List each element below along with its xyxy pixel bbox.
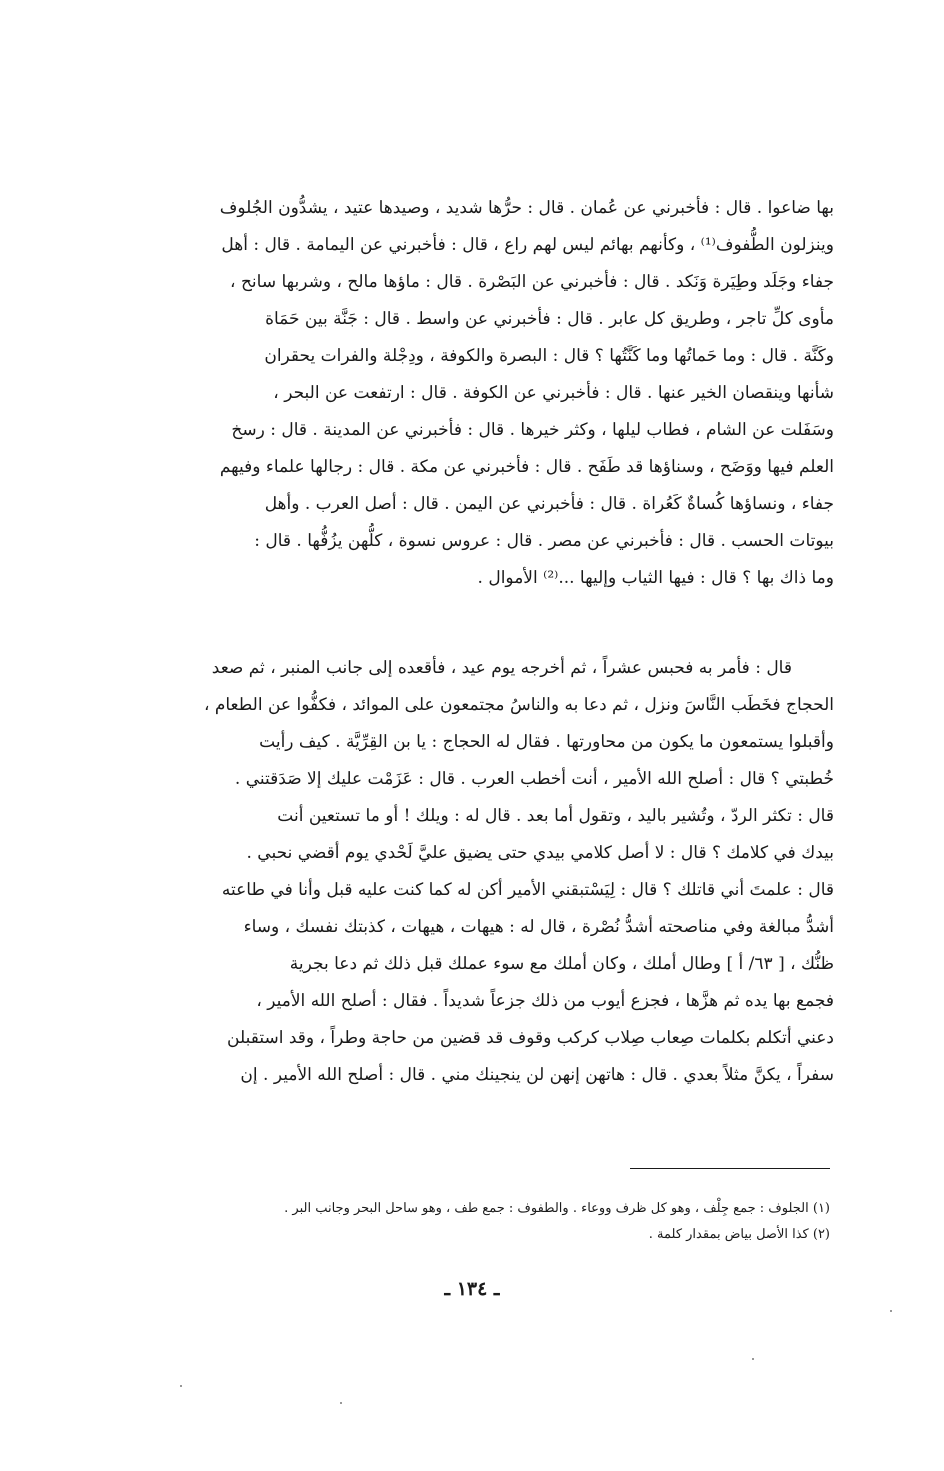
- text-line: قال : فأمر به فحبس عشراً ، ثم أخرجه يوم عيد ، فأقعده إلى جانب المنبر ، ثم صعد: [211, 658, 792, 678]
- footnote-divider: [630, 1168, 830, 1169]
- text-line: وينزلون الطُّفوف⁽¹⁾ ، وكأنهم بهائم ليس لهم راع ، قال : فأخبرني عن اليمامة . قال : أهل: [221, 235, 834, 255]
- text-line: وكَنَّة . قال : وما حَماتُها وما كَنَّتُها ؟ قال : البصرة والكوفة ، ودِجْلة والفرات يحقران: [264, 346, 834, 366]
- text-line: قال : تكثر الردّ ، وتُشير باليد ، وتقول أما بعد . قال له : ويلك ! أو ما تستعين أنت: [277, 806, 834, 826]
- text-line: وسَفَلت عن الشام ، فطاب ليلها ، وكثر خيرها . قال : فأخبرني عن المدينة . قال : رسخ: [231, 420, 834, 440]
- page-number: ـ ١٣٤ ـ: [444, 1278, 500, 1300]
- text-line: ظنُّك ، [ ٦٣/ أ ] وطال أملك ، وكان أملك مع سوء عملك قبل ذلك ثم دعا بجرية: [289, 954, 834, 974]
- text-line: أشدُّ مبالغة وفي مناصحته أشدُّ نُصْرة ، قال له : هيهات ، هيهات ، كذبتك نفسك ، وساء: [243, 917, 834, 937]
- text-line: قال : علمتَ أني قاتلك ؟ قال : لِيَسْتبقني الأمير أكن له كما كنت عليه قبل وأنا في طاعته: [221, 880, 834, 900]
- text-line: دعني أتكلم بكلمات صِعاب صِلاب كركب وقوف قد قضين من حاجة وطراً ، وقد استقبلن: [227, 1028, 834, 1048]
- scan-speck: [752, 1358, 754, 1360]
- text-line: الحجاج فخَطَب النَّاسَ ونزل ، ثم دعا به والناسُ مجتمعون على الموائد ، فكفُّوا عن الطعام ،: [203, 695, 834, 715]
- text-line: بها ضاعوا . قال : فأخبرني عن عُمان . قال : حرُّها شديد ، وصيدها عتيد ، يشدُّون الجُلوف: [219, 198, 834, 218]
- text-line: شأنها وينقصان الخير عنها . قال : فأخبرني عن الكوفة . قال : ارتفعت عن البحر ،: [273, 383, 834, 403]
- paragraph-2: [112, 650, 834, 1094]
- text-line: فجمع بها يده ثم هزَّها ، فجزع أيوب من ذلك جزعاً شديداً . فقال : أصلح الله الأمير ،: [256, 991, 834, 1011]
- footnote-2: (٢) كذا الأصل بياض بمقدار كلمة .: [648, 1227, 830, 1242]
- text-line: وأقبلوا يستمعون ما يكون من محاورتها . فقال له الحجاج : يا بن القِرِّيَّة . كيف رأيت: [259, 732, 834, 752]
- text-line: العلم فيها ووَضَح ، وسناؤها قد طَفَح . قال : فأخبرني عن مكة . قال : رجالها علماء وفيهم: [219, 457, 834, 477]
- scan-speck: [340, 1402, 342, 1404]
- text-line: خُطبتي ؟ قال : أصلح الله الأمير ، أنت أخطب العرب . قال : عَزَمْت عليك إلا صَدَقتني .: [234, 769, 834, 789]
- scan-speck: [890, 1310, 892, 1312]
- paragraph-1: [112, 190, 834, 597]
- text-line: وما ذاك بها ؟ قال : فيها الثياب وإليها ...⁽²⁾ الأموال .: [477, 568, 834, 588]
- text-line: بيدك في كلامك ؟ قال : لا أصل كلامي بيدي حتى يضيق عليَّ لَحْدي يوم أقضي نحبي .: [246, 843, 834, 863]
- footnotes: [150, 1196, 830, 1248]
- text-line: مأوى كلِّ تاجر ، وطريق كل عابر . قال : فأخبرني عن واسط . قال : جَنَّة بين حَمَاة: [265, 309, 834, 329]
- text-line: بيوتات الحسب . قال : فأخبرني عن مصر . قال : عروس نسوة ، كلُّهن يزُفُّها . قال :: [254, 531, 834, 551]
- scan-speck: [180, 1385, 182, 1387]
- text-line: جفاء ، ونساؤها كُساةٌ كَعُراة . قال : فأخبرني عن اليمن . قال : أصل العرب . وأهل: [264, 494, 834, 514]
- text-line: جفاء وجَلَد وطِيَرة وَنَكد . قال : فأخبرني عن البَصْرة . قال : ماؤها مالح ، وشربها سانح ،: [230, 272, 834, 292]
- text-line: سفراً ، يكنَّ مثلاً بعدي . قال : هاتهن إنهن لن ينجينك مني . قال : أصلح الله الأمير . إن: [240, 1065, 834, 1085]
- footnote-1: (١) الجلوف : جمع جِلْف ، وهو كل ظرف ووعاء . والطفوف : جمع طف ، وهو ساحل البحر وجانب البر .: [284, 1201, 830, 1216]
